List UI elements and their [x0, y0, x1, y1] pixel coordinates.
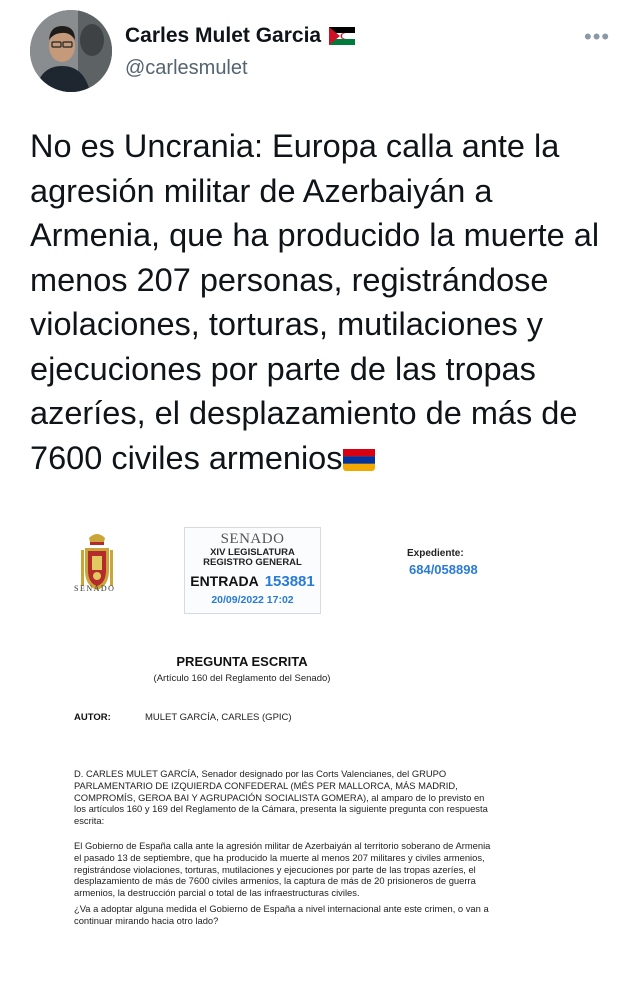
- senado-logo-label: SENADO: [74, 584, 116, 593]
- armenia-flag-icon: [343, 449, 375, 471]
- document-paragraph-1: D. CARLES MULET GARCÍA, Senador designado por las Corts Valencianes, del GRUPO PARLAMENTARIO DE IZQUIERDA CONFEDERAL (MÉS PER MALLORCA, MÁS MADRID, COMPROMÍS, GEROA BAI Y AGRUPACIÓN SOCIALISTA GOMERA), al amparo de lo previsto en los artículos 160 y 169 del Reglamento de la Cámara, presenta la siguiente pregunta con respuesta escrita:: [74, 768, 488, 827]
- author-name[interactable]: Carles Mulet Garcia: [125, 24, 322, 47]
- expediente-number: 684/058898: [409, 562, 478, 577]
- more-options-icon[interactable]: •••: [584, 24, 611, 49]
- document-heading: PREGUNTA ESCRITA: [176, 654, 308, 669]
- expediente-label: Expediente:: [407, 548, 464, 559]
- stamp-registry: REGISTRO GENERAL: [203, 557, 302, 568]
- stamp-entry-number: 153881: [264, 573, 315, 590]
- stamp-legislature: XIV LEGISLATURA: [210, 547, 295, 558]
- stamp-date: 20/09/2022 17:02: [211, 594, 294, 606]
- sahrawi-flag-icon: [329, 27, 355, 45]
- document-paragraph-2: El Gobierno de España calla ante la agresión militar de Azerbaiyán al territorio soberano de Armenia el pasado 13 de septiembre, que ha producido la muerte al menos 207 militares y civiles armenios, registrándose violaciones, torturas, mutilaciones y ejecuciones por parte de las tropas azeríes, el desplazamiento de más de 7600 civiles armenios, la captura de más de 20 prisioneros de guerra armenios, la destrucción parcial o total de las infraestructuras civiles.: [74, 840, 491, 899]
- tweet-text-body: No es Uncrania: Europa calla ante la agresión militar de Azerbaiyán a Armenia, que ha producido la muerte al menos 207 personas, registrándose violaciones, torturas, mutilaciones y ejecuciones por parte de las tropas azeríes, el desplazamiento de más de 7600 civiles armenios: [30, 128, 600, 476]
- stamp-title: SENADO: [220, 531, 285, 547]
- avatar-photo: [30, 10, 112, 92]
- author-value: MULET GARCÍA, CARLES (GPIC): [145, 712, 292, 723]
- registry-stamp: [184, 527, 321, 614]
- author-handle[interactable]: @carlesmulet: [125, 57, 248, 79]
- tweet-text: [30, 124, 620, 480]
- attached-document-image[interactable]: [22, 500, 618, 980]
- avatar[interactable]: [30, 10, 112, 92]
- document-subheading: (Artículo 160 del Reglamento del Senado): [153, 673, 331, 684]
- document-paragraph-3: ¿Va a adoptar alguna medida el Gobierno de España a nivel internacional ante este crimen, o van a continuar mirando hacia otro lado?: [74, 903, 489, 926]
- stamp-entry-label: ENTRADA: [190, 573, 259, 589]
- author-label: AUTOR:: [74, 712, 111, 723]
